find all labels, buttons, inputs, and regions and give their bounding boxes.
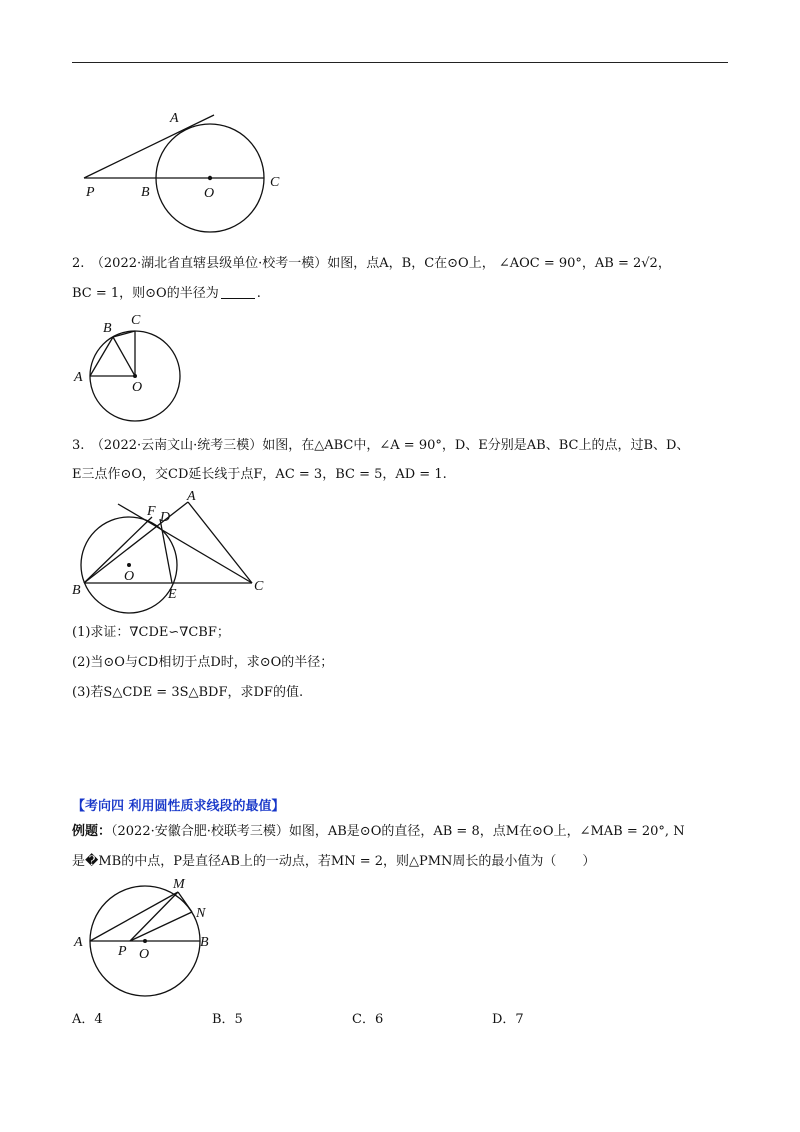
- fig1-label-o: O: [204, 186, 215, 201]
- example-line-1-text: （2022·安徽合肥·校联考三模）如图，AB是⊙O的直径，AB = 8，点M在⊙O上，∠MAB = 20°, N: [111, 824, 685, 839]
- fig4-label-m: M: [173, 877, 185, 892]
- figure-diameter-ab: [0, 875, 800, 999]
- answer-blank: [221, 286, 255, 299]
- fig4-label-o: O: [139, 947, 150, 962]
- choice-a: A．4: [72, 1012, 103, 1027]
- fig4-label-n: N: [196, 906, 206, 921]
- fig2-label-a: A: [74, 370, 83, 385]
- example-line-1: [72, 823, 685, 841]
- fig4-label-a: A: [74, 935, 83, 950]
- fig2-label-b: B: [103, 321, 112, 336]
- fig3-label-e: E: [168, 587, 177, 602]
- figure-circle-abc: [0, 300, 800, 434]
- choice-c: C．6: [352, 1012, 384, 1027]
- fig3-label-d: D: [160, 510, 171, 525]
- fig3-label-a: A: [187, 489, 196, 504]
- fig3-label-f: F: [147, 504, 156, 519]
- fig2-label-c: C: [131, 313, 141, 328]
- choice-b: B．5: [212, 1012, 243, 1027]
- figure-tangent-circle: [0, 0, 800, 244]
- figure-triangle-circle: [0, 488, 800, 617]
- choice-d: D．7: [492, 1012, 524, 1027]
- fig4-label-b: B: [200, 935, 209, 950]
- q3-sub-1: (1)求证：∇CDE∽∇CBF；: [72, 625, 230, 640]
- q2-line-2-text: BC = 1，则⊙O的半径为: [72, 286, 219, 301]
- fig4-label-p: P: [118, 944, 127, 959]
- q3-line-1: 3. （2022·云南文山·统考三模）如图，在△ABC中，∠A = 90°，D、E分别是AB、BC上的点，过B、D、: [72, 438, 690, 453]
- fig3-label-b: B: [72, 583, 81, 598]
- q2-line-2-end: .: [256, 286, 261, 301]
- fig1-label-c: C: [270, 175, 280, 190]
- fig3-label-c: C: [254, 579, 264, 594]
- fig3-label-o: O: [124, 569, 135, 584]
- fig2-label-o: O: [132, 380, 143, 395]
- example-label: 例题：: [72, 824, 112, 839]
- fig1-label-a: A: [170, 111, 179, 126]
- q3-sub-2: (2)当⊙O与CD相切于点D时，求⊙O的半径；: [72, 655, 334, 670]
- example-line-2: 是�MB的中点，P是直径AB上的一动点，若MN = 2，则△PMN周长的最小值为（ ）: [72, 854, 596, 869]
- fig1-label-b: B: [141, 185, 150, 200]
- section-title: 【考向四 利用圆性质求线段的最值】: [72, 799, 285, 814]
- q3-line-2: E三点作⊙O，交CD延长线于点F，AC = 3，BC = 5，AD = 1.: [72, 467, 447, 482]
- q3-sub-3: (3)若S△CDE = 3S△BDF，求DF的值.: [72, 685, 304, 700]
- fig1-label-p: P: [86, 185, 95, 200]
- q2-line-1: 2. （2022·湖北省直辖县级单位·校考一模）如图，点A，B，C在⊙O上， ∠AOC = 90°，AB = 2√2，: [72, 256, 671, 271]
